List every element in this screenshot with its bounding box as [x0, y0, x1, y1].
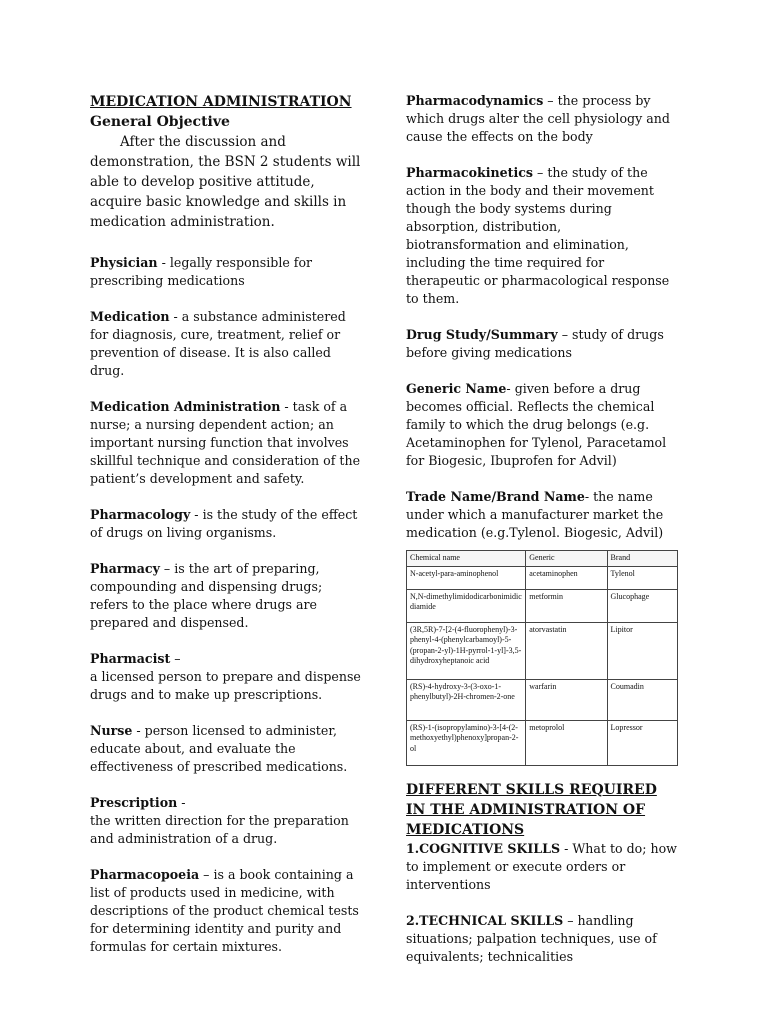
table-row — [407, 622, 678, 679]
column-header: Generic — [526, 551, 607, 567]
term-label: Trade Name/Brand Name — [406, 489, 585, 504]
brand-name-cell: Tylenol — [607, 566, 677, 589]
term-definition: a substance administered for diagnosis, cure, treatment, relief or prevention of disease. It is also called drug. — [90, 309, 346, 378]
generic-name-cell: atorvastatin — [526, 622, 607, 679]
term-definition: task of a nurse; a nursing dependent action; an important nursing function that involves skillful technique and consideration of the patient’s development and safety. — [90, 399, 361, 486]
skill-definition: What to do; how to implement or execute orders or interventions — [406, 840, 677, 892]
drug-names-table — [406, 550, 678, 766]
chemical-name-cell: N,N-dimethylimidodicarbonimidic diamide — [407, 589, 526, 622]
definition-prescription: Prescription - the written direction for the preparation and administration of a drug. — [90, 794, 362, 848]
term-label: Pharmacist — [90, 651, 171, 666]
table-row — [407, 566, 678, 589]
skill-cognitive: 1.COGNITIVE SKILLS - What to do; how to implement or execute orders or interventions — [406, 840, 677, 892]
definition-generic-name: Generic Name- given before a drug becomes official. Reflects the chemical family to which the drug belongs (e.g. Acetaminophen for Tylenol, Paracetamol for Biogesic, Ibuprofen for Advil) — [406, 381, 667, 468]
term-label: Medication — [90, 309, 170, 324]
term-definition: is a book containing a list of products used in medicine, with descriptions of the product chemical tests for determining identity and purity and formulas for certain mixtures. — [90, 867, 359, 954]
term-definition: is the study of the effect of drugs on living organisms. — [90, 507, 358, 540]
term-definition: person licensed to administer, educate about, and evaluate the effectiveness of prescribed medications. — [90, 723, 348, 774]
table-row — [407, 589, 678, 622]
definition-medication: Medication - a substance administered for diagnosis, cure, treatment, relief or prevention of disease. It is also called drug. — [90, 309, 346, 378]
term-definition: the process by which drugs alter the cell physiology and cause the effects on the body — [406, 93, 670, 144]
skills-heading: DIFFERENT SKILLS REQUIRED IN THE ADMINISTRATION OF MEDICATIONS — [406, 781, 657, 838]
brand-name-cell: Coumadin — [607, 679, 677, 720]
column-header: Brand — [607, 551, 677, 567]
term-label: Drug Study/Summary — [406, 327, 558, 342]
term-label: Pharmacy — [90, 561, 160, 576]
term-label: Pharmacology — [90, 507, 191, 522]
definition-pharmacist: Pharmacist – a licensed person to prepare and dispense drugs and to make up prescriptions. — [90, 651, 361, 702]
left-column — [90, 92, 362, 974]
term-definition: is the art of preparing, compounding and dispensing drugs; refers to the place where drugs are prepared and dispensed. — [90, 561, 323, 630]
term-label: Pharmacodynamics — [406, 93, 544, 108]
term-label: Nurse — [90, 723, 133, 738]
table-header-row — [407, 551, 678, 567]
objective-heading: General Objective — [90, 114, 230, 130]
term-definition: the study of the action in the body and their movement though the body systems during absorption, distribution, biotransformation and elimination, including the time required for therapeutic or pharmacological response to them. — [406, 165, 670, 306]
column-header: Chemical name — [407, 551, 526, 567]
definition-trade-name: Trade Name/Brand Name- the name under which a manufacturer market the medication (e.g.Tylenol. Biogesic, Advil) — [406, 489, 664, 540]
brand-name-cell: Lopressor — [607, 720, 677, 765]
table-row — [407, 679, 678, 720]
definition-nurse: Nurse - person licensed to administer, educate about, and evaluate the effectiveness of prescribed medications. — [90, 723, 348, 774]
definition-pharmacopoeia: Pharmacopoeia – is a book containing a list of products used in medicine, with descriptions of the product chemical tests for determining identity and purity and formulas for certain mixtures. — [90, 867, 359, 954]
skill-label: 1.COGNITIVE SKILLS — [406, 840, 561, 856]
definition-pharmacology: Pharmacology - is the study of the effect of drugs on living organisms. — [90, 507, 358, 540]
term-definition: legally responsible for prescribing medications — [90, 255, 313, 288]
document-title: MEDICATION ADMINISTRATION — [90, 94, 352, 110]
term-definition: study of drugs before giving medications — [406, 327, 664, 360]
term-label: Prescription — [90, 795, 178, 810]
term-label: Generic Name — [406, 381, 507, 396]
generic-name-cell: warfarin — [526, 679, 607, 720]
skill-technical: 2.TECHNICAL SKILLS – handling situations; palpation techniques, use of equivalents; technicalities — [406, 912, 657, 964]
definition-medication-administration: Medication Administration - task of a nurse; a nursing dependent action; an important nursing function that involves skillful technique and consideration of the patient’s development and safety. — [90, 399, 361, 486]
generic-name-cell: acetaminophen — [526, 566, 607, 589]
term-label: Physician — [90, 255, 158, 270]
brand-name-cell: Lipitor — [607, 622, 677, 679]
definition-physician: Physician - legally responsible for prescribing medications — [90, 255, 313, 288]
term-label: Pharmacopoeia — [90, 867, 200, 882]
definition-pharmacokinetics: Pharmacokinetics – the study of the action in the body and their movement though the body systems during absorption, distribution, biotransformation and elimination, including the time required for therapeutic or pharmacological response to them. — [406, 165, 670, 306]
term-label: Pharmacokinetics — [406, 165, 534, 180]
skill-definition: handling situations; palpation techniques, use of equivalents; technicalities — [406, 912, 657, 964]
chemical-name-cell: (RS)-1-(isopropylamino)-3-[4-(2-methoxyethyl)phenoxy]propan-2-ol — [407, 720, 526, 765]
generic-name-cell: metformin — [526, 589, 607, 622]
term-label: Medication Administration — [90, 399, 281, 414]
brand-name-cell: Glucophage — [607, 589, 677, 622]
objective-text: After the discussion and demonstration, the BSN 2 students will able to develop positive attitude, acquire basic knowledge and skills in medication administration. — [90, 134, 361, 230]
right-column — [406, 92, 678, 984]
term-definition: a licensed person to prepare and dispense drugs and to make up prescriptions. — [90, 669, 361, 702]
term-definition: the name under which a manufacturer market the medication (e.g.Tylenol. Biogesic, Advil) — [406, 489, 664, 540]
term-definition: the written direction for the preparation and administration of a drug. — [90, 813, 349, 846]
definition-pharmacodynamics: Pharmacodynamics – the process by which drugs alter the cell physiology and cause the effects on the body — [406, 93, 670, 144]
chemical-name-cell: (3R,5R)-7-[2-(4-fluorophenyl)-3-phenyl-4-(phenylcarbamoyl)-5-(propan-2-yl)-1H-pyrrol-1-yl]-3,5-dihydroxyheptanoic acid — [407, 622, 526, 679]
table-row — [407, 720, 678, 765]
skill-label: 2.TECHNICAL SKILLS — [406, 912, 564, 928]
generic-name-cell: metoprolol — [526, 720, 607, 765]
term-definition: given before a drug becomes official. Reflects the chemical family to which the drug belongs (e.g. Acetaminophen for Tylenol, Paracetamol for Biogesic, Ibuprofen for Advil) — [406, 381, 667, 468]
definition-pharmacy: Pharmacy – is the art of preparing, compounding and dispensing drugs; refers to the place where drugs are prepared and dispensed. — [90, 561, 323, 630]
chemical-name-cell: (RS)-4-hydroxy-3-(3-oxo-1-phenylbutyl)-2H-chromen-2-one — [407, 679, 526, 720]
chemical-name-cell: N-acetyl-para-aminophenol — [407, 566, 526, 589]
definition-drug-study: Drug Study/Summary – study of drugs before giving medications — [406, 327, 664, 360]
